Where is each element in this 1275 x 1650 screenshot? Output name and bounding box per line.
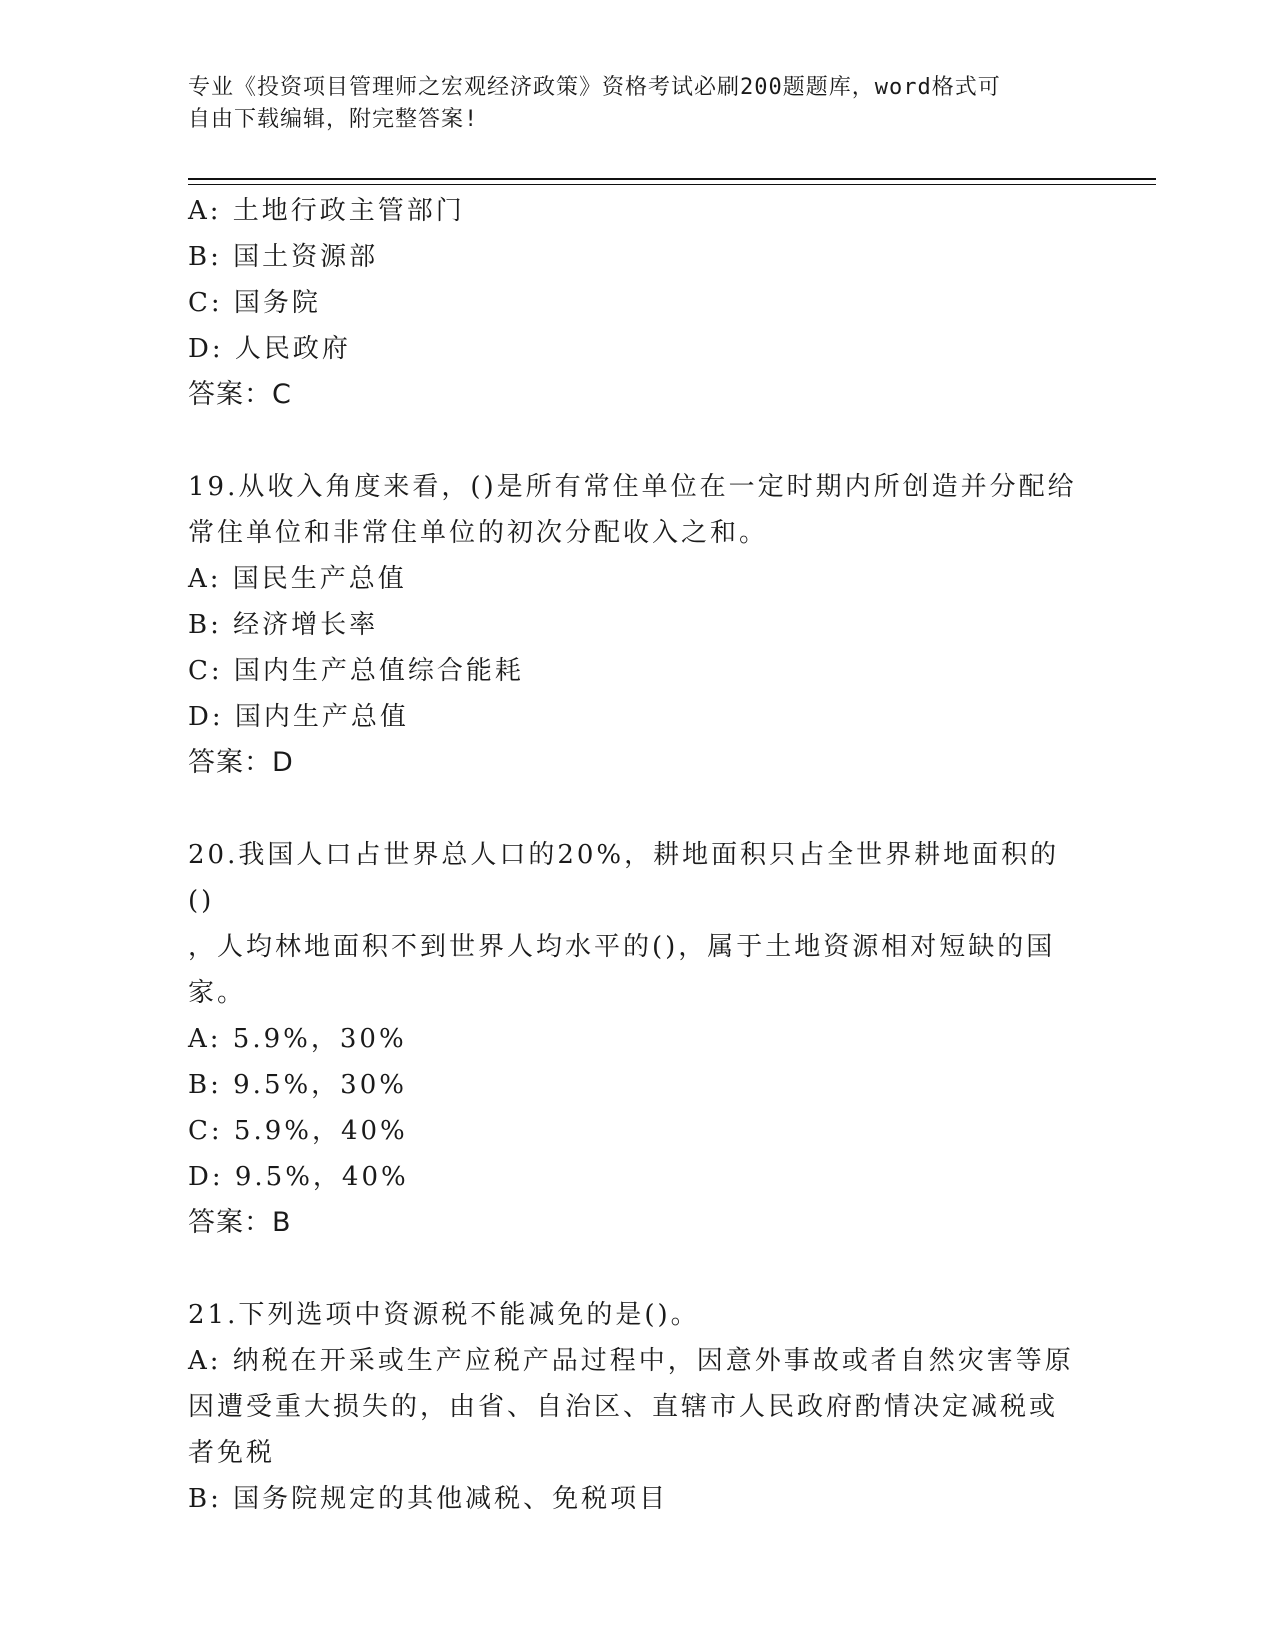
question-content: [188, 188, 1078, 1522]
question-20: [188, 832, 1078, 1246]
option-b: B: 经济增长率: [188, 610, 379, 640]
question-stem-line: 常住单位和非常住单位的初次分配收入之和。: [188, 518, 769, 548]
option-a: A: 纳税在开采或生产应税产品过程中，因意外事故或者自然灾害等原: [188, 1346, 1074, 1376]
option-d: D: 国内生产总值: [188, 702, 409, 732]
header-divider-thick: [188, 178, 1156, 180]
header-line-1: 专业《投资项目管理师之宏观经济政策》资格考试必刷200题题库，word格式可: [188, 75, 1001, 100]
option-b: B: 国务院规定的其他减税、免税项目: [188, 1484, 669, 1514]
option-a-continued: 者免税: [188, 1438, 276, 1468]
answer-line: 答案：C: [188, 379, 292, 410]
spacer: [188, 418, 1078, 464]
spacer: [188, 1246, 1078, 1292]
spacer: [188, 786, 1078, 832]
question-19: [188, 464, 1078, 786]
option-a: A: 5.9%，30%: [188, 1024, 407, 1054]
header-line-2: 自由下载编辑，附完整答案!: [188, 107, 479, 132]
document-header: [188, 72, 1068, 136]
question-stem-line: 21.下列选项中资源税不能减免的是()。: [188, 1300, 700, 1330]
header-divider-thin: [188, 184, 1156, 185]
question-stem-line: ，人均林地面积不到世界人均水平的()，属于土地资源相对短缺的国: [188, 932, 1056, 962]
question-stem-line: 19.从收入角度来看，()是所有常住单位在一定时期内所创造并分配给: [188, 472, 1077, 502]
option-b: B: 9.5%，30%: [188, 1070, 407, 1100]
option-a-continued: 因遭受重大损失的，由省、自治区、直辖市人民政府酌情决定减税或: [188, 1392, 1059, 1422]
option-a: A: 土地行政主管部门: [188, 196, 465, 226]
option-d: D: 人民政府: [188, 334, 351, 364]
option-c: C: 国务院: [188, 288, 321, 318]
option-b: B: 国土资源部: [188, 242, 379, 272]
question-18: [188, 188, 1078, 418]
option-c: C: 5.9%，40%: [188, 1116, 408, 1146]
question-stem-line: 家。: [188, 978, 247, 1008]
option-a: A: 国民生产总值: [188, 564, 407, 594]
answer-line: 答案：D: [188, 747, 294, 778]
question-21: [188, 1292, 1078, 1522]
answer-line: 答案：B: [188, 1207, 292, 1238]
option-d: D: 9.5%，40%: [188, 1162, 409, 1192]
option-c: C: 国内生产总值综合能耗: [188, 656, 524, 686]
question-stem-line: 20.我国人口占世界总人口的20%，耕地面积只占全世界耕地面积的(): [188, 840, 1060, 916]
